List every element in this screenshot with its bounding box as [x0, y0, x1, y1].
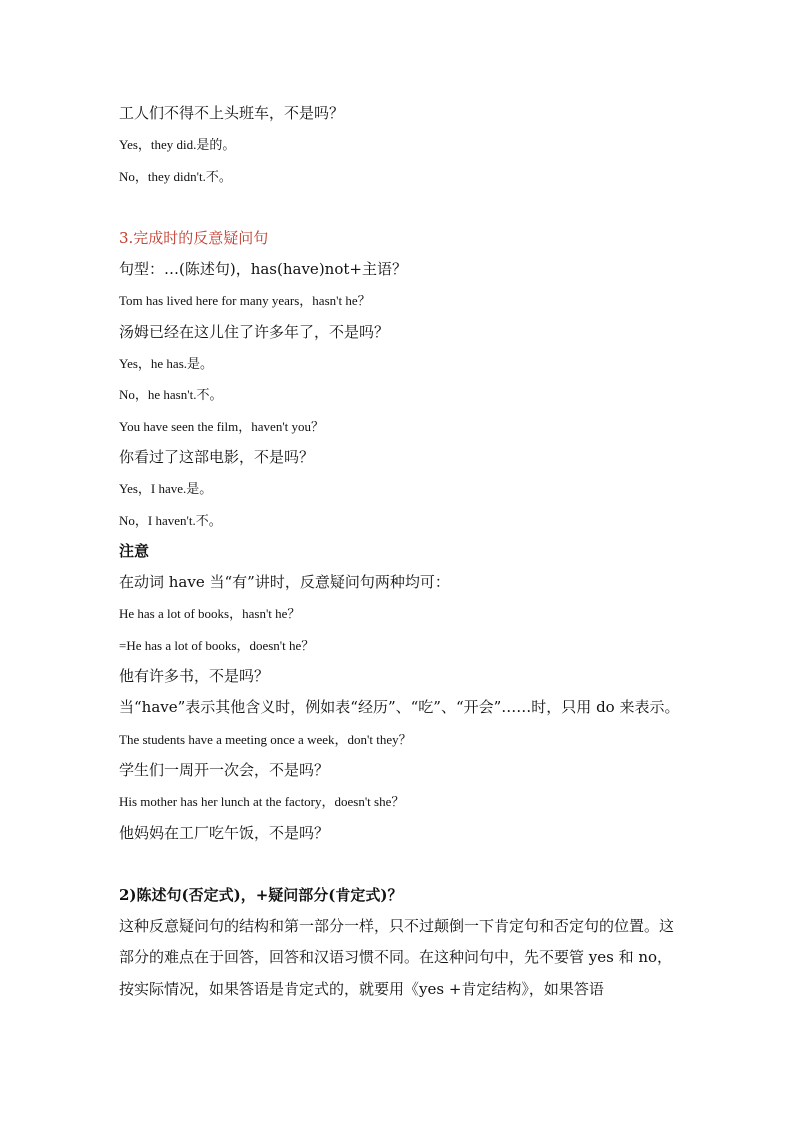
section-2-heading: 2)陈述句(否定式)，+疑问部分(肯定式)？	[119, 885, 403, 904]
english-example-line: =He has a lot of books，doesn't he？	[119, 637, 315, 653]
body-paragraph: 这种反意疑问句的结构和第一部分一样，只不过颠倒一下肯定句和否定句的位置。这部分的难点在于回答，回答和汉语习惯不同。在这种问句中，先不要管 yes 和 no，按实际情况，如果答语是肯定式的，就要用《yes +肯定结构》，如果答语	[119, 917, 675, 998]
chinese-text-line: 他有许多书，不是吗？	[119, 667, 270, 686]
english-example-line: Yes，he has.是。	[119, 356, 214, 372]
chinese-text-line: 当“have”表示其他含义时，例如表“经历”、“吃”、“开会”……时，只用 do 来表示。	[119, 698, 680, 717]
chinese-text-line: 汤姆已经在这儿住了许多年了，不是吗？	[119, 322, 390, 341]
english-example-line: He has a lot of books，hasn't he？	[119, 606, 301, 622]
spacer	[119, 849, 679, 880]
english-example-line: No，he hasn't.不。	[119, 387, 223, 403]
chinese-text-line: 他妈妈在工厂吃午饭，不是吗？	[119, 823, 330, 842]
english-example-line: Yes，I have.是。	[119, 481, 213, 497]
section-3-heading: 3.完成时的反意疑问句	[119, 228, 269, 247]
chinese-text-line: 在动词 have 当“有”讲时，反意疑问句两种均可：	[119, 573, 450, 592]
english-example-line: Tom has lived here for many years，hasn't he？	[119, 293, 371, 309]
chinese-text-line: 工人们不得不上头班车，不是吗？	[119, 104, 345, 122]
example-block-have	[119, 567, 679, 849]
english-example-line: No，they didn't.不。	[119, 168, 232, 184]
example-block-past	[119, 98, 679, 192]
note-heading: 注意	[119, 541, 150, 560]
document-page	[119, 98, 679, 1005]
english-example-line: His mother has her lunch at the factory，doesn't she？	[119, 794, 405, 810]
spacer	[119, 192, 679, 223]
example-block-perfect	[119, 254, 679, 536]
english-example-line: Yes，they did.是的。	[119, 137, 236, 153]
chinese-text-line: 句型：…(陈述句)，has(have)not+主语？	[119, 260, 407, 279]
english-example-line: No，I haven't.不。	[119, 512, 222, 528]
english-example-line: You have seen the film，haven't you？	[119, 418, 325, 434]
chinese-text-line: 学生们一周开一次会，不是吗？	[119, 760, 330, 779]
english-example-line: The students have a meeting once a week，don't they？	[119, 731, 412, 747]
chinese-text-line: 你看过了这部电影，不是吗？	[119, 447, 315, 466]
